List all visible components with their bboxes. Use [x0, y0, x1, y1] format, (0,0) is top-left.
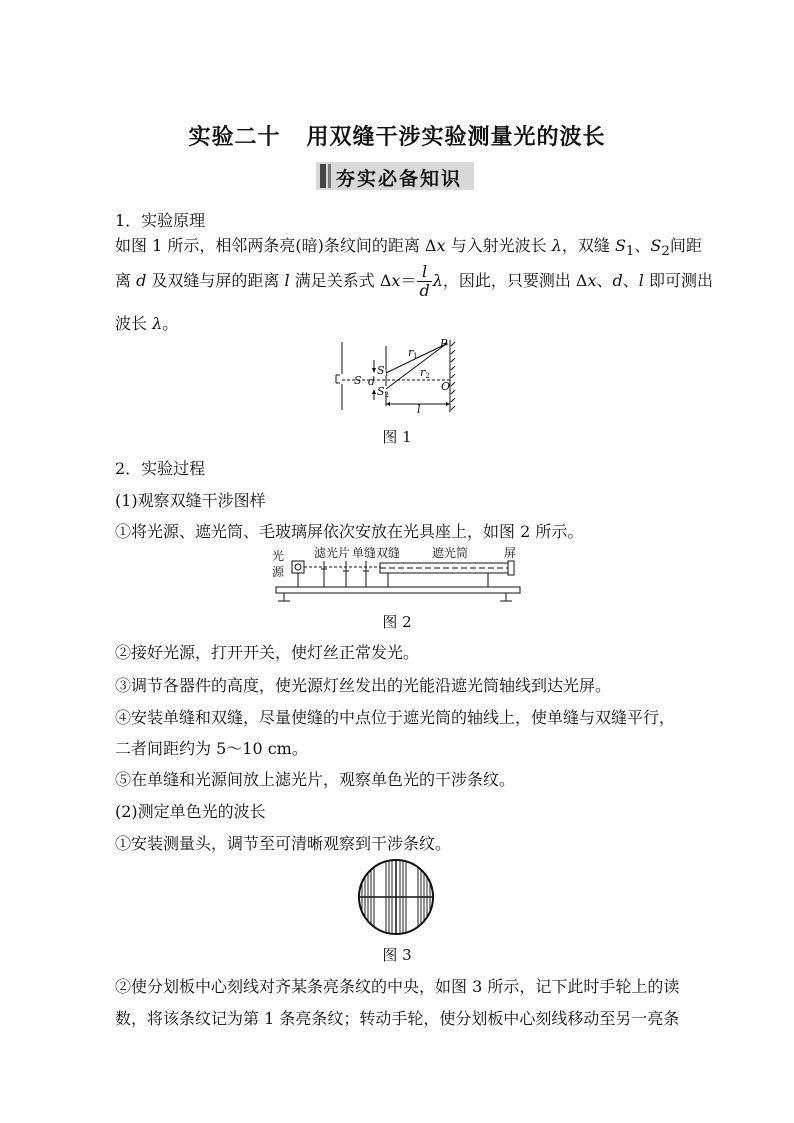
- figure-3-diagram: [356, 857, 436, 937]
- fig1-label-r1: r1: [408, 346, 418, 360]
- fig1-label-S1: S1: [377, 364, 390, 378]
- figure-2-caption: 图 2: [382, 613, 412, 631]
- step-7-line-1: ②使分划板中心刻线对齐某条亮条纹的中央，如图 3 所示，记下此时手轮上的读: [115, 977, 680, 996]
- fraction-l-over-d: $\frac{l}{d}$: [419, 262, 430, 300]
- step-5: ⑤在单缝和光源间放上滤光片，观察单色光的干涉条纹。: [115, 770, 516, 789]
- fig1-label-l: l: [417, 403, 421, 416]
- fig1-label-d: d: [368, 375, 376, 388]
- step-3: ③调节各器件的高度，使光源灯丝发出的光能沿遮光筒轴线到达光屏。: [115, 676, 612, 695]
- step-6: ①安装测量头，调节至可清晰观察到干涉条纹。: [115, 834, 452, 853]
- fig2-label-light-2: 源: [272, 565, 285, 579]
- principle-line-3: 波长 λ。: [115, 314, 179, 333]
- step-1: ①将光源、遮光筒、毛玻璃屏依次安放在光具座上，如图 2 所示。: [115, 522, 584, 541]
- principle-line-2: 离 d 及双缝与屏的距离 l 满足关系式 Δx＝ $\frac{l}{d}$ λ，因此，只要测出 Δx、d、l 即可测出: [115, 262, 714, 300]
- fig2-label-double-slit: 双缝: [376, 546, 401, 560]
- sub-heading-1: (1)观察双缝干涉图样: [115, 491, 266, 510]
- fig2-label-light-1: 光: [272, 549, 285, 563]
- figure-1-diagram: [320, 338, 470, 418]
- fig2-label-tube: 遮光筒: [432, 546, 469, 560]
- fig1-label-S2: S2: [377, 385, 390, 399]
- figure-2-diagram: [268, 543, 528, 607]
- fig2-label-filter: 滤光片: [314, 546, 351, 560]
- title-right: 用双缝干涉实验测量光的波长: [306, 124, 606, 150]
- fig2-label-single-slit: 单缝: [352, 546, 377, 560]
- fig2-label-screen: 屏: [504, 546, 517, 560]
- step-4-line-1: ④安装单缝和双缝，尽量使缝的中点位于遮光筒的轴线上，使单缝与双缝平行，: [115, 708, 676, 727]
- fig1-label-S: S: [354, 374, 362, 387]
- step-2: ②接好光源，打开开关，使灯丝正常发光。: [115, 643, 420, 662]
- figure-1-caption: 图 1: [382, 428, 412, 446]
- fig1-label-r2: r2: [420, 366, 430, 380]
- step-7-line-2: 数，将该条纹记为第 1 条亮条纹；转动手轮，使分划板中心刻线移动至另一亮条: [115, 1009, 680, 1028]
- sub-heading-2: (2)测定单色光的波长: [115, 802, 266, 821]
- title-left: 实验二十: [188, 124, 281, 150]
- section1-heading: 1．实验原理: [115, 211, 206, 230]
- section2-heading: 2．实验过程: [115, 459, 206, 478]
- section-banner: [316, 162, 474, 190]
- step-4-line-2: 二者间距约为 5～10 cm。: [115, 739, 308, 758]
- figure-3-caption: 图 3: [382, 946, 412, 964]
- principle-line-1: 如图 1 所示，相邻两条亮(暗)条纹间的距离 Δx 与入射光波长 λ，双缝 $S_1$、$S_2$间距: [115, 236, 702, 260]
- page-title: [0, 120, 794, 151]
- fig1-label-P: P: [440, 338, 448, 350]
- banner-text: 夯实必备知识: [336, 168, 463, 190]
- fig1-label-O: O: [441, 380, 451, 393]
